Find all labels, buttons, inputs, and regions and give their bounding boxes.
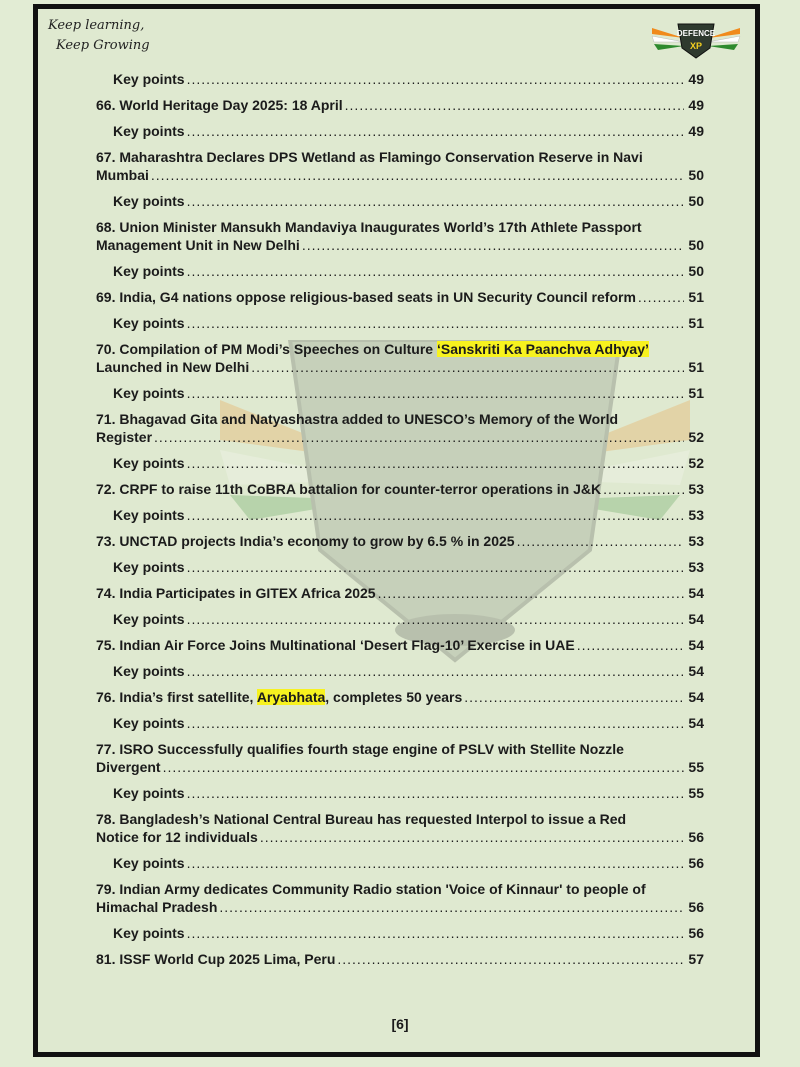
toc-entry-title-text: 72. CRPF to raise 11th CoBRA battalion for counter-terror operations in J&K xyxy=(96,481,602,497)
dot-leader xyxy=(151,166,684,184)
toc-entry-title: Key points xyxy=(113,455,185,471)
highlighted-text: Aryabhata xyxy=(256,689,326,705)
toc-entry[interactable] xyxy=(96,740,704,776)
toc-key-points-entry[interactable] xyxy=(96,784,704,802)
toc-entry[interactable] xyxy=(96,880,704,916)
dot-leader xyxy=(638,288,684,306)
toc-entry[interactable] xyxy=(96,532,704,550)
toc-entry-page: 55 xyxy=(688,785,704,801)
toc-entry-title xyxy=(96,636,575,654)
toc-entry-page: 56 xyxy=(688,855,704,871)
dot-leader xyxy=(187,384,684,402)
toc-entry-page: 51 xyxy=(688,359,704,375)
dot-leader xyxy=(251,358,684,376)
toc-key-points-entry[interactable] xyxy=(96,384,704,402)
dot-leader xyxy=(187,454,684,472)
toc-key-points-entry[interactable] xyxy=(96,610,704,628)
toc-key-points-entry[interactable] xyxy=(96,558,704,576)
toc-entry[interactable] xyxy=(96,410,704,446)
toc-entry-title-line1 xyxy=(96,810,704,828)
toc-entry-title: Key points xyxy=(113,507,185,523)
toc-entry-page: 49 xyxy=(688,97,704,113)
dot-leader xyxy=(464,688,684,706)
tagline-line-1: Keep learning, xyxy=(48,18,145,33)
toc-entry-page: 50 xyxy=(688,167,704,183)
dot-leader xyxy=(187,122,684,140)
dot-leader xyxy=(187,924,684,942)
toc-entry-title: Key points xyxy=(113,925,185,941)
dot-leader xyxy=(187,314,684,332)
toc-key-points-entry[interactable] xyxy=(96,122,704,140)
toc-entry[interactable] xyxy=(96,688,704,706)
toc-entry-title: Key points xyxy=(113,385,185,401)
toc-entry-page: 51 xyxy=(688,385,704,401)
toc-entry-title-text: 75. Indian Air Force Joins Multinational ‘Desert Flag-10’ Exercise in UAE xyxy=(96,637,575,653)
dot-leader xyxy=(187,70,684,88)
toc-entry-page: 53 xyxy=(688,533,704,549)
toc-entry-page: 54 xyxy=(688,637,704,653)
toc-entry-page: 56 xyxy=(688,899,704,915)
toc-entry-title-text: 81. ISSF World Cup 2025 Lima, Peru xyxy=(96,951,336,967)
toc-entry-page: 52 xyxy=(688,429,704,445)
toc-entry-title: Key points xyxy=(113,715,185,731)
toc-key-points-entry[interactable] xyxy=(96,454,704,472)
toc-entry-title: Key points xyxy=(113,193,185,209)
logo-subtext: XP xyxy=(689,41,703,51)
toc-entry-title-text: 77. ISRO Successfully qualifies fourth stage engine of PSLV with Stellite Nozzle xyxy=(96,741,624,757)
toc-entry-title: Key points xyxy=(113,559,185,575)
toc-entry-title-text: 66. World Heritage Day 2025: 18 April xyxy=(96,97,343,113)
dot-leader xyxy=(378,584,684,602)
toc-entry-title-line2: Mumbai xyxy=(96,167,149,183)
toc-entry-page: 49 xyxy=(688,123,704,139)
toc-entry-title-line2: Himachal Pradesh xyxy=(96,899,218,915)
toc-entry-title-text: 78. Bangladesh’s National Central Bureau has requested Interpol to issue a Red xyxy=(96,811,627,827)
toc-entry[interactable] xyxy=(96,340,704,376)
toc-entry-title xyxy=(96,584,376,602)
dot-leader xyxy=(154,428,684,446)
toc-entry-page: 54 xyxy=(688,585,704,601)
dot-leader xyxy=(187,784,684,802)
toc-entry-title: Key points xyxy=(113,663,185,679)
toc-entry-page: 53 xyxy=(688,481,704,497)
toc-entry-title-text-after: , completes 50 years xyxy=(325,689,463,705)
toc-entry-title: Key points xyxy=(113,611,185,627)
logo-text: DEFENCE xyxy=(676,29,716,38)
toc-entry[interactable] xyxy=(96,480,704,498)
toc-key-points-entry[interactable] xyxy=(96,314,704,332)
toc-entry-title: Key points xyxy=(113,785,185,801)
toc-entry-title-text: 69. India, G4 nations oppose religious-based seats in UN Security Council reform xyxy=(96,289,636,305)
toc-entry[interactable] xyxy=(96,950,704,968)
toc-entry-title xyxy=(96,688,462,706)
dot-leader xyxy=(187,662,684,680)
toc-entry-page: 50 xyxy=(688,193,704,209)
toc-entry-title-text: 67. Maharashtra Declares DPS Wetland as Flamingo Conservation Reserve in Navi xyxy=(96,149,643,165)
toc-entry[interactable] xyxy=(96,148,704,184)
toc-entry-title-line1 xyxy=(96,148,704,166)
defence-xp-logo xyxy=(648,14,744,62)
table-of-contents xyxy=(96,70,704,976)
toc-entry-title: Key points xyxy=(113,263,185,279)
toc-entry-title-line1 xyxy=(96,340,704,358)
toc-entry-page: 57 xyxy=(688,951,704,967)
dot-leader xyxy=(187,558,684,576)
toc-entry-title: Key points xyxy=(113,123,185,139)
dot-leader xyxy=(187,506,684,524)
toc-entry[interactable] xyxy=(96,96,704,114)
toc-entry-title xyxy=(96,96,343,114)
tagline xyxy=(48,16,150,56)
toc-entry-page: 54 xyxy=(688,611,704,627)
toc-entry-title-text: 79. Indian Army dedicates Community Radio station 'Voice of Kinnaur' to people of xyxy=(96,881,646,897)
dot-leader xyxy=(187,610,684,628)
toc-entry-title xyxy=(96,950,335,968)
toc-entry-title-line1 xyxy=(96,218,704,236)
toc-entry-page: 50 xyxy=(688,263,704,279)
toc-entry-title-text: 73. UNCTAD projects India’s economy to grow by 6.5 % in 2025 xyxy=(96,533,515,549)
dot-leader xyxy=(302,236,684,254)
toc-entry-page: 54 xyxy=(688,715,704,731)
toc-entry-title-line2: Notice for 12 individuals xyxy=(96,829,258,845)
toc-key-points-entry[interactable] xyxy=(96,714,704,732)
toc-entry[interactable] xyxy=(96,288,704,306)
toc-entry-title: Key points xyxy=(113,315,185,331)
toc-entry-title-text: 74. India Participates in GITEX Africa 2025 xyxy=(96,585,376,601)
toc-entry-title-text: 71. Bhagavad Gita and Natyashastra added to UNESCO’s Memory of the World xyxy=(96,411,619,427)
toc-entry-page: 54 xyxy=(688,689,704,705)
dot-leader xyxy=(577,636,684,654)
toc-entry-title xyxy=(96,288,636,306)
toc-key-points-entry[interactable] xyxy=(96,192,704,210)
toc-entry[interactable] xyxy=(96,810,704,846)
toc-entry-title-text: 68. Union Minister Mansukh Mandaviya Inaugurates World’s 17th Athlete Passport xyxy=(96,219,642,235)
toc-entry-page: 56 xyxy=(688,829,704,845)
toc-entry-title xyxy=(96,480,601,498)
toc-entry-title xyxy=(96,532,515,550)
dot-leader xyxy=(337,950,684,968)
toc-entry-page: 50 xyxy=(688,237,704,253)
toc-entry-title-line2: Management Unit in New Delhi xyxy=(96,237,300,253)
toc-entry-title: Key points xyxy=(113,855,185,871)
dot-leader xyxy=(260,828,684,846)
toc-key-points-entry[interactable] xyxy=(96,662,704,680)
toc-entry-title-line1 xyxy=(96,740,704,758)
dot-leader xyxy=(603,480,684,498)
tagline-line-2: Keep Growing xyxy=(56,38,150,53)
toc-entry-page: 56 xyxy=(688,925,704,941)
dot-leader xyxy=(345,96,684,114)
toc-key-points-entry[interactable] xyxy=(96,262,704,280)
toc-entry-title-line1 xyxy=(96,880,704,898)
toc-entry-page: 55 xyxy=(688,759,704,775)
toc-key-points-entry[interactable] xyxy=(96,70,704,88)
toc-entry-title-text: 70. Compilation of PM Modi’s Speeches on Culture xyxy=(96,341,437,357)
toc-entry-page: 53 xyxy=(688,507,704,523)
dot-leader xyxy=(219,898,684,916)
toc-entry-page: 52 xyxy=(688,455,704,471)
toc-entry[interactable] xyxy=(96,218,704,254)
toc-entry-page: 54 xyxy=(688,663,704,679)
dot-leader xyxy=(187,714,684,732)
toc-entry-page: 53 xyxy=(688,559,704,575)
toc-entry-title-text: 76. India’s first satellite, xyxy=(96,689,257,705)
dot-leader xyxy=(517,532,684,550)
toc-entry-title-line1 xyxy=(96,410,704,428)
toc-key-points-entry[interactable] xyxy=(96,854,704,872)
page-number: [6] xyxy=(391,1016,409,1032)
toc-entry-page: 51 xyxy=(688,289,704,305)
toc-key-points-entry[interactable] xyxy=(96,924,704,942)
highlighted-text: ‘Sanskriti Ka Paanchva Adhyay’ xyxy=(436,341,649,357)
dot-leader xyxy=(187,192,684,210)
dot-leader xyxy=(187,262,684,280)
dot-leader xyxy=(163,758,684,776)
toc-entry-title-line2: Launched in New Delhi xyxy=(96,359,250,375)
dot-leader xyxy=(187,854,684,872)
toc-entry-page: 49 xyxy=(688,71,704,87)
toc-entry[interactable] xyxy=(96,636,704,654)
toc-entry-page: 51 xyxy=(688,315,704,331)
toc-entry-title: Key points xyxy=(113,71,185,87)
toc-entry-title-line2: Divergent xyxy=(96,759,161,775)
toc-entry-title-line2: Register xyxy=(96,429,153,445)
toc-entry[interactable] xyxy=(96,584,704,602)
toc-key-points-entry[interactable] xyxy=(96,506,704,524)
